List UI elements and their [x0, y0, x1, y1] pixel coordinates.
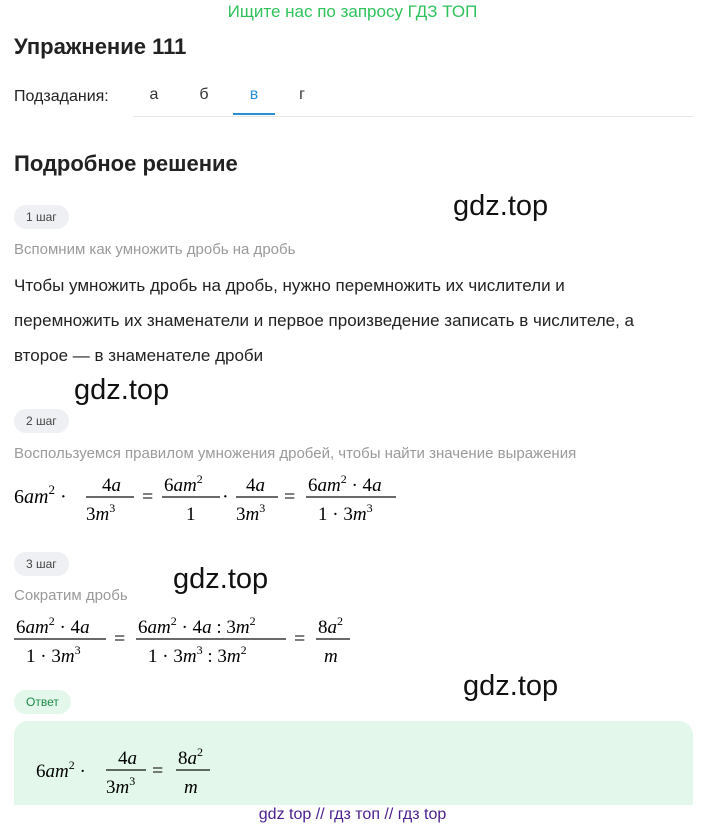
svg-text:=: = — [294, 628, 306, 650]
svg-text:6am2 ·: $6am^2$ · — [36, 758, 86, 782]
step-3-formula-svg — [12, 612, 372, 670]
step-1-line: перемножить их знаменатели и первое произведение записать в числителе, а — [14, 311, 634, 330]
step-2-badge: 2 шаг — [14, 409, 69, 433]
svg-text:6am2 · 4a : 3m2: $6am^2 \cdot 4a$ : $3m^2$ — [138, 614, 256, 638]
subtasks-tabs — [133, 76, 693, 117]
watermark: gdz.top — [453, 190, 549, 222]
svg-text:m: m — [324, 646, 338, 667]
watermark: gdz.top — [173, 563, 269, 595]
subtasks-label: Подзадания: — [14, 88, 109, 105]
svg-text:3m3: $3m^3$ — [236, 501, 266, 525]
promo-banner: Ищите нас по запросу ГДЗ ТОП — [227, 2, 478, 21]
svg-text:6am2: $6am^2$ — [164, 472, 203, 496]
svg-text:=: = — [114, 628, 126, 650]
svg-text:=: = — [142, 486, 154, 508]
svg-text:4a: 4a — [118, 748, 137, 769]
step-1-hint: Вспомним как умножить дробь на дробь — [14, 241, 296, 258]
answer-box — [14, 721, 693, 805]
tab-a[interactable]: а — [149, 86, 159, 103]
step-1-line: Чтобы умножить дробь на дробь, нужно перемножить их числители и — [14, 276, 565, 295]
tab-g[interactable]: г — [299, 86, 305, 103]
svg-text:=: = — [284, 486, 296, 508]
svg-text:3m3: $3m^3$ — [86, 501, 116, 525]
svg-text:1 · 3m3: $1 \cdot 3m^3$ — [318, 501, 373, 525]
svg-text:1 · 3m3 : 3m2: $1 \cdot 3m^3$ : $3m^2$ — [148, 643, 247, 667]
svg-text:4a: 4a — [102, 475, 121, 496]
answer-formula-svg — [34, 735, 254, 805]
svg-text:1: 1 — [186, 504, 196, 525]
step-3-hint: Сократим дробь — [14, 587, 128, 604]
step-2-formula — [10, 470, 400, 530]
tab-b[interactable]: б — [199, 86, 209, 103]
step-3-formula — [12, 612, 372, 670]
svg-text:=: = — [152, 760, 164, 782]
solution-heading: Подробное решение — [14, 151, 238, 176]
step-2-hint: Воспользуемся правилом умножения дробей, чтобы найти значение выражения — [14, 445, 577, 462]
svg-text:m: m — [184, 777, 198, 798]
footer-links: gdz top // гдз топ // гдз top — [258, 806, 447, 823]
svg-text:4a: 4a — [246, 475, 265, 496]
watermark: gdz.top — [463, 670, 559, 702]
svg-text:6am2 · 4a: $6am^2 \cdot 4a$ — [16, 614, 90, 638]
step-1-line: второе — в знаменателе дроби — [14, 346, 264, 365]
step-2-formula-svg — [10, 470, 400, 530]
step-1-text — [14, 268, 694, 373]
svg-text:1 · 3m3: $1 \cdot 3m^3$ — [26, 643, 81, 667]
active-tab-indicator — [233, 113, 275, 115]
tab-v[interactable]: в — [249, 86, 259, 103]
svg-text:6am2 ·: $6am^2$ · — [14, 482, 67, 508]
svg-text:3m3: $3m^3$ — [106, 774, 136, 798]
answer-badge: Ответ — [14, 690, 71, 714]
svg-text:8a2: $8a^2$ — [318, 614, 343, 638]
svg-text:8a2: $8a^2$ — [178, 745, 203, 769]
step-1-badge: 1 шаг — [14, 205, 69, 229]
svg-text:·: · — [222, 486, 229, 508]
step-3-badge: 3 шаг — [14, 552, 69, 576]
page-title: Упражнение 111 — [14, 34, 187, 59]
watermark: gdz.top — [74, 374, 170, 406]
svg-text:6am2 · 4a: $6am^2 \cdot 4a$ — [308, 472, 382, 496]
